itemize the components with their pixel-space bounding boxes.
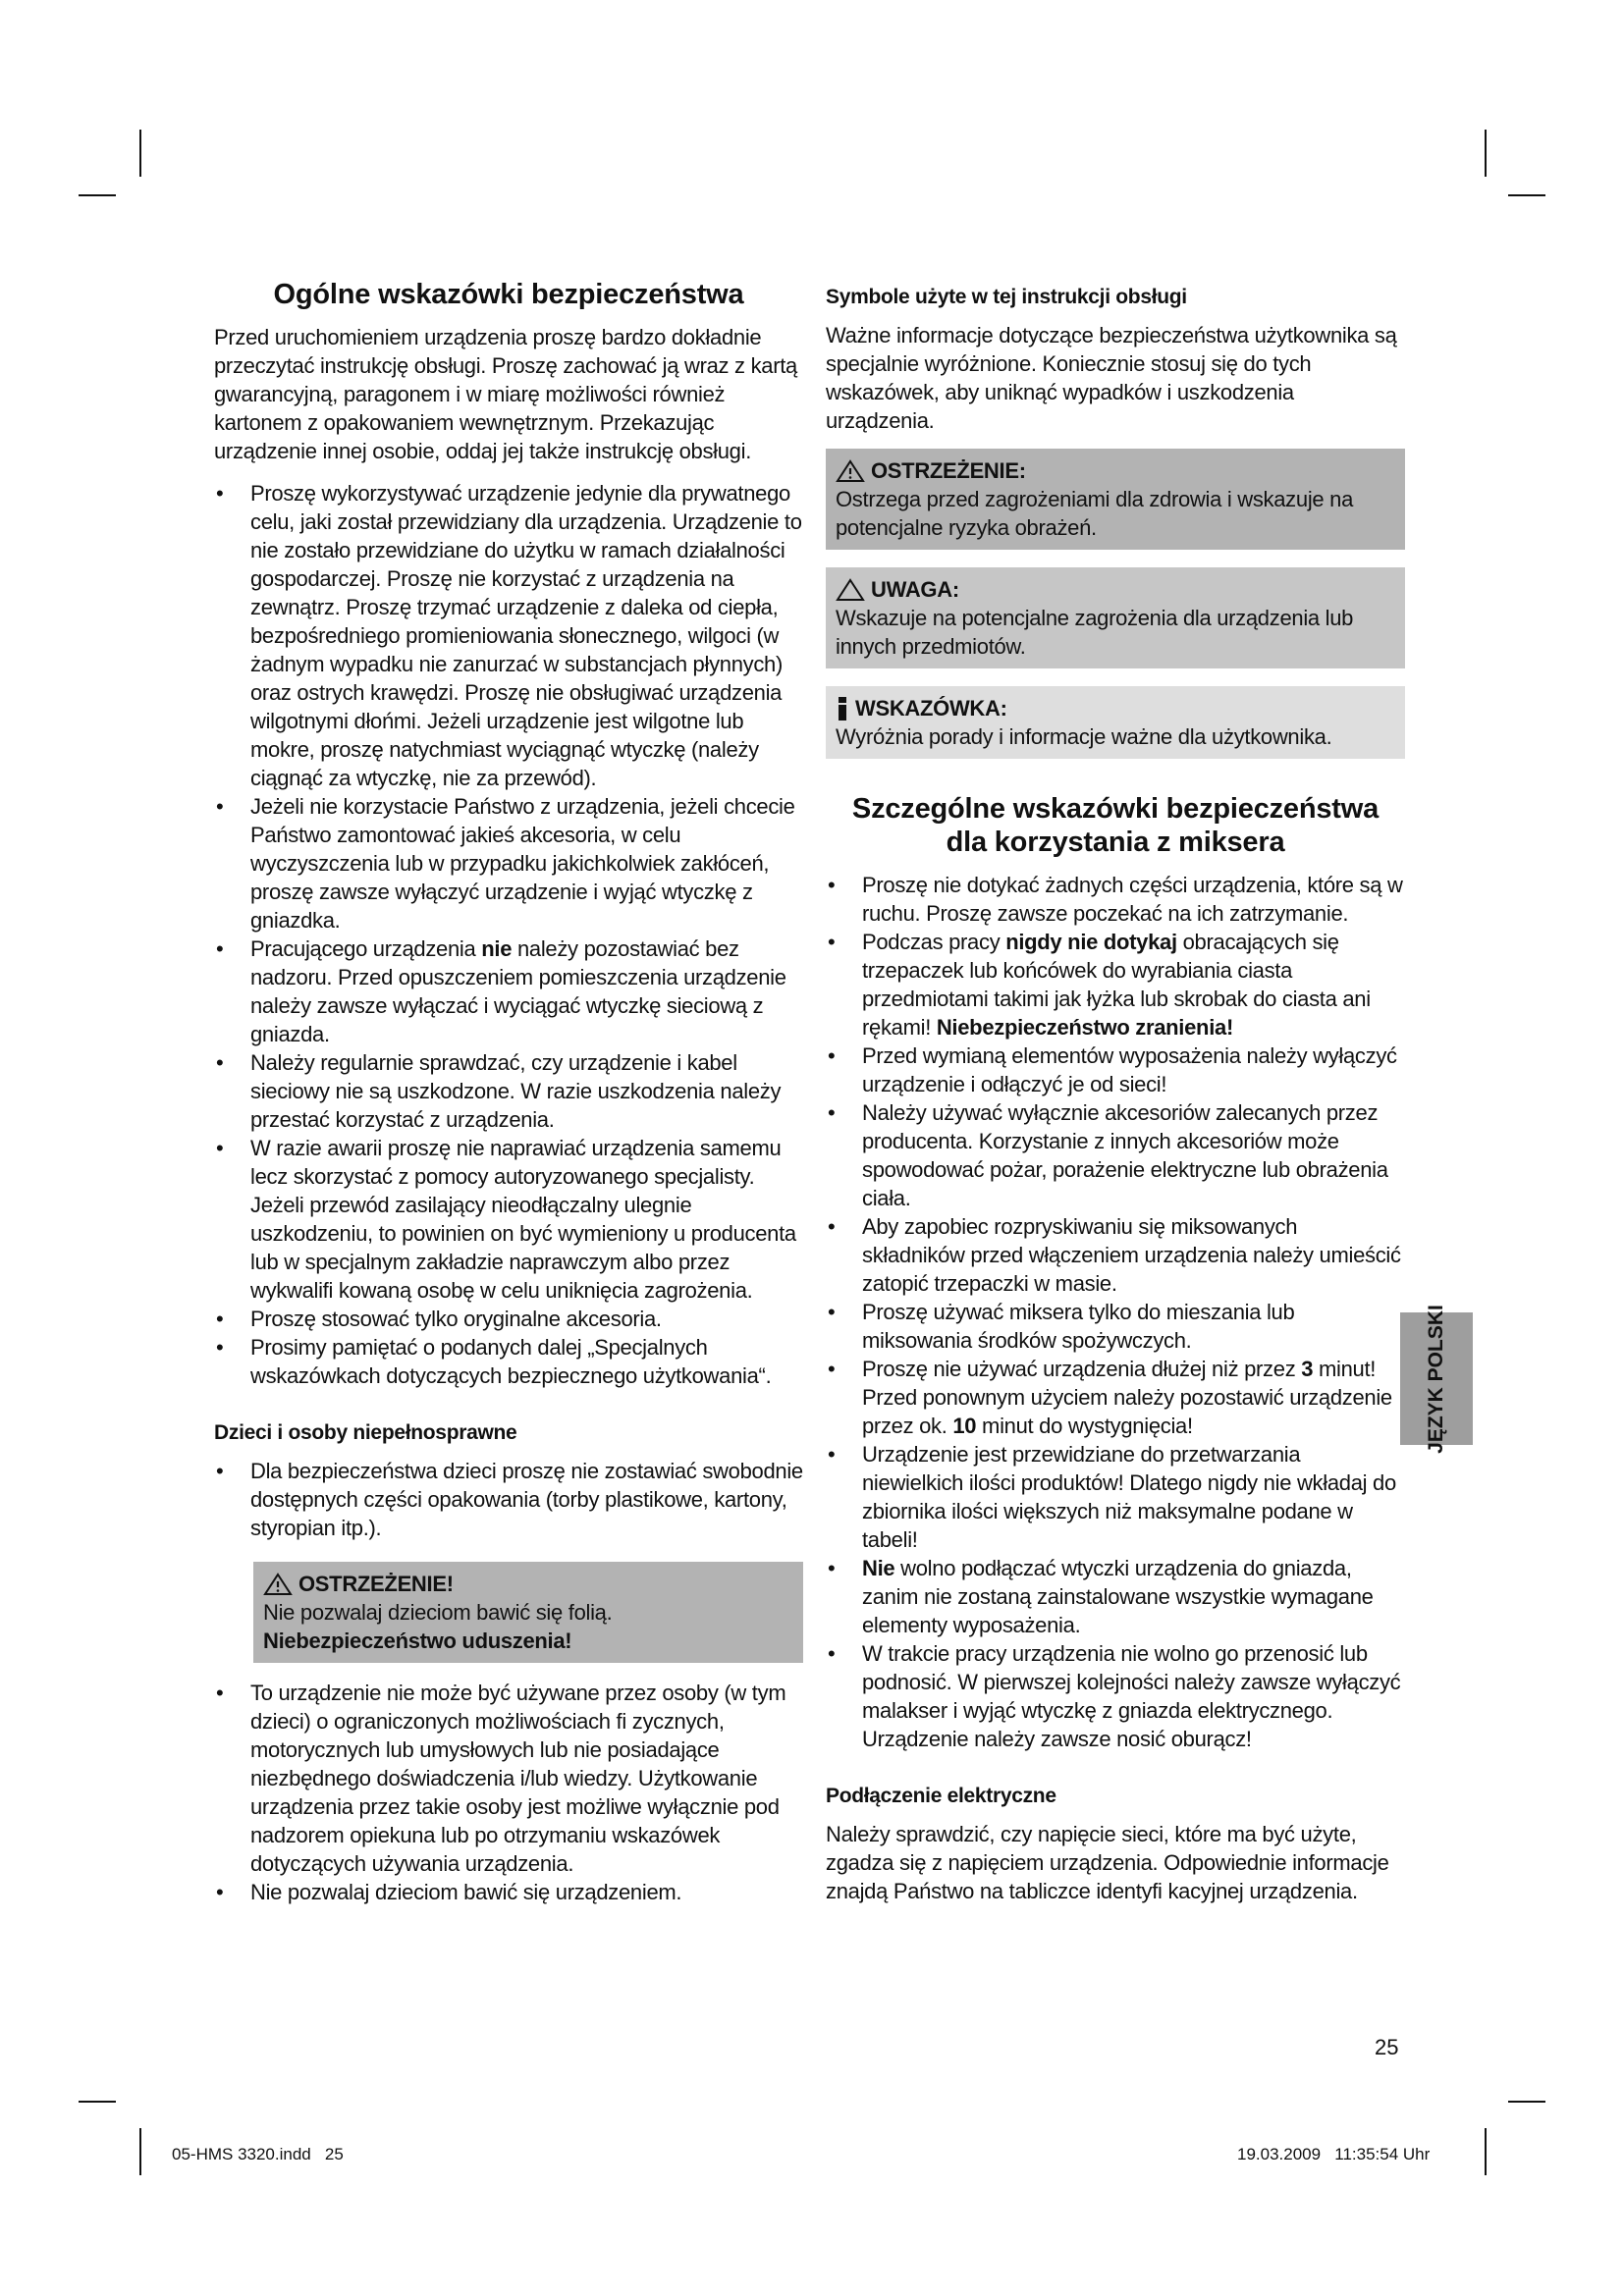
children-heading: Dzieci i osoby niepełnosprawne [214,1421,517,1444]
list-item: • Proszę nie dotykać żadnych części urządzenia, które są w ruchu. Proszę zawsze poczekać na ich zatrzymanie. [826,871,1405,928]
symbols-heading: Symbole użyte w tej instrukcji obsługi [826,286,1187,308]
warning-triangle-icon [836,459,865,483]
caution-box-title [836,575,1395,604]
crop-mark-bottom-right-h [1508,2101,1545,2103]
mixer-safety-title [826,792,1405,859]
list-item: • Proszę stosować tylko oryginalne akcesoria. [214,1305,803,1333]
note-text: Wyróżnia porady i informacje ważne dla użytkownika. [836,724,1332,749]
page-number: 25 [1375,2035,1399,2059]
child-warning-line2: Niebezpieczeństwo uduszenia! [263,1629,572,1653]
list-item [826,928,1405,1041]
caution-label: UWAGA: [871,577,959,602]
language-tab [1400,1304,1473,1454]
mixer-title-line1: Szczególne wskazówki bezpieczeństwa [851,793,1380,825]
general-bullet-list [214,479,803,1390]
list-item [214,934,803,1048]
text-run: Podczas pracy [862,930,1006,954]
child-warning-line1: Nie pozwalaj dzieciom bawić się folią. [263,1600,613,1625]
crop-mark-top-left-h [79,194,116,196]
electric-text: Należy sprawdzić, czy napięcie sieci, które ma być użyte, zgadza się z napięciem urządzenia. Odpowiednie informacje znajdą Państwo na tabliczce identyfi kacyjnej urządzenia. [826,1822,1389,1903]
text-run: minut do wystygnięcia! [976,1414,1193,1438]
crop-mark-top-left-v [139,130,141,177]
bold-text: 10 [952,1414,977,1438]
footer-file-info: 05-HMS 3320.indd 25 [172,2145,344,2163]
text-run: Proszę nie używać urządzenia dłużej niż przez [862,1357,1302,1381]
general-safety-title: Ogólne wskazówki bezpieczeństwa [273,279,744,310]
list-item: • Aby zapobiec rozpryskiwaniu się miksowanych składników przed włączeniem urządzenia należy umieścić zatopić trzepaczki w masie. [826,1212,1405,1298]
child-warning-title [263,1570,793,1598]
warning-box [826,449,1405,550]
bold-text: Niebezpieczeństwo zranienia! [936,1015,1233,1040]
list-item: • Proszę używać miksera tylko do mieszania lub miksowania środków spożywczych. [826,1298,1405,1355]
crop-mark-bottom-right-v [1485,2128,1487,2175]
warning-triangle-icon [263,1573,293,1596]
mixer-bullet-list [826,871,1405,1753]
crop-mark-bottom-left-v [139,2128,141,2175]
list-item: • Należy regularnie sprawdzać, czy urządzenie i kabel sieciowy nie są uszkodzone. W razie uszkodzenia należy przestać korzystać z urządzenia. [214,1048,803,1134]
list-item: • W razie awarii proszę nie naprawiać urządzenia samemu lecz skorzystać z pomocy autoryzowanego specjalisty. Jeżeli przewód zasilający nieodłączalny ulegnie uszkodzeniu, to powinien on być wymieniony u producenta lub w specjalnym zakładzie naprawczym albo przez wykwalifi kowaną osobę w celu uniknięcia zagrożenia. [214,1134,803,1305]
bold-text: nigdy nie dotykaj [1005,930,1177,954]
caution-box [826,567,1405,668]
list-item: • Należy używać wyłącznie akcesoriów zalecanych przez producenta. Korzystanie z innych akcesoriów może spowodować pożar, porażenie elektryczne lub obrażenia ciała. [826,1098,1405,1212]
bold-text: nie [481,936,513,961]
list-item: • Prosimy pamiętać o podanych dalej „Specjalnych wskazówkach dotyczących bezpiecznego użytkowania“. [214,1333,803,1390]
list-item: • W trakcie pracy urządzenia nie wolno go przenosić lub podnosić. W pierwszej kolejności należy zawsze wyłączyć malakser i wyjąć wtyczkę z gniazda elektrycznego. Urządzenie należy zawsze nosić oburącz! [826,1639,1405,1753]
list-item: • Dla bezpieczeństwa dzieci proszę nie zostawiać swobodnie dostępnych części opakowania (torby plastikowe, kartony, styropian itp.). [214,1457,803,1542]
right-column [826,284,1405,1919]
note-box [826,686,1405,759]
text-run: Pracującego urządzenia [250,936,482,961]
text-run: minut! Przed ponownym użyciem należy pozostawić urządzenie przez ok. [862,1357,1392,1438]
children-bullet-list-2 [214,1679,803,1906]
general-intro: Przed uruchomieniem urządzenia proszę bardzo dokładnie przeczytać instrukcję obsługi. Proszę zachować ją wraz z kartą gwarancyjną, paragonem i w miarę możliwości również kartonem z opakowaniem wewnętrznym. Przekazując urządzenie innej osobie, oddaj jej także instrukcję obsługi. [214,325,797,463]
list-item [826,1554,1405,1639]
crop-mark-bottom-left-h [79,2101,116,2103]
electric-heading: Podłączenie elektryczne [826,1785,1056,1807]
bold-text: 3 [1301,1357,1314,1381]
text-run: obracających się trzepaczek lub końcówek do wyrabiania ciasta przedmiotami takimi jak łyżka lub skrobak do ciasta ani rękami! [862,930,1371,1040]
note-box-title [836,694,1395,722]
symbols-intro: Ważne informacje dotyczące bezpieczeństwa użytkownika są specjalnie wyróżnione. Koniecznie stosuj się do tych wskazówek, aby uniknąć wypadków i uszkodzenia urządzenia. [826,323,1397,433]
mixer-title-line2: dla korzystania z miksera [946,827,1285,858]
children-bullet-list [214,1457,803,1542]
text-run: wolno podłączać wtyczki urządzenia do gniazda, zanim nie zostaną zainstalowane wszystkie wymagane elementy wyposażenia. [862,1556,1374,1637]
bold-text: Nie [862,1556,895,1580]
warning-label: OSTRZEŻENIE: [871,458,1026,483]
crop-mark-top-right-h [1508,194,1545,196]
warning-text: Ostrzega przed zagrożeniami dla zdrowia i wskazuje na potencjalne ryzyka obrażeń. [836,487,1354,540]
list-item: • Przed wymianą elementów wyposażenia należy wyłączyć urządzenie i odłączyć je od sieci! [826,1041,1405,1098]
left-column [214,278,803,1906]
info-icon [836,696,849,721]
list-item: • Nie pozwalaj dzieciom bawić się urządzeniem. [214,1878,803,1906]
caution-triangle-icon [836,578,865,602]
list-item: • Jeżeli nie korzystacie Państwo z urządzenia, jeżeli chcecie Państwo zamontować jakieś akcesoria, w celu wyczyszczenia lub w przypadku jakichkolwiek zakłóceń, proszę zawsze wyłączyć urządzenie i wyjąć wtyczkę z gniazdka. [214,792,803,934]
note-label: WSKAZÓWKA: [855,696,1007,721]
warning-label: OSTRZEŻENIE! [298,1572,454,1596]
text-run: należy pozostawiać bez nadzoru. Przed opuszczeniem pomieszczenia urządzenie należy zawsze wyłączać i wyciągać wtyczkę sieciową z gniazda. [250,936,786,1046]
child-warning-box [253,1562,803,1663]
caution-text: Wskazuje na potencjalne zagrożenia dla urządzenia lub innych przedmiotów. [836,606,1354,659]
list-item: • To urządzenie nie może być używane przez osoby (w tym dzieci) o ograniczonych możliwościach fi zycznych, motorycznych lub umysłowych lub nie posiadające niezbędnego doświadczenia i/lub wiedzy. Użytkowanie urządzenia przez takie osoby jest możliwe wyłącznie pod nadzorem opiekuna lub po otrzymaniu wskazówek dotyczących używania urządzenia. [214,1679,803,1878]
list-item: • Urządzenie jest przewidziane do przetwarzania niewielkich ilości produktów! Dlatego nigdy nie wkładaj do zbiornika ilości większych niż maksymalne podane w tabeli! [826,1440,1405,1554]
warning-box-title [836,456,1395,485]
footer-datetime: 19.03.2009 11:35:54 Uhr [1237,2145,1431,2163]
language-tab-label: JĘZYK POLSKI [1425,1304,1447,1454]
crop-mark-top-right-v [1485,130,1487,177]
list-item: • Proszę wykorzystywać urządzenie jedynie dla prywatnego celu, jaki został przewidziany dla urządzenia. Urządzenie to nie zostało przewidziane do użytku w ramach działalności gospodarczej. Proszę nie korzystać z urządzenia na zewnątrz. Proszę trzymać urządzenie z daleka od ciepła, bezpośredniego promieniowania słonecznego, wilgoci (w żadnym wypadku nie zanurzać w substancjach płynnych) oraz ostrych krawędzi. Proszę nie obsługiwać urządzenia wilgotnymi dłońmi. Jeżeli urządzenie jest wilgotne lub mokre, proszę natychmiast wyciągnąć wtyczkę (należy ciągnąć za wtyczkę, nie za przewód). [214,479,803,792]
list-item [826,1355,1405,1440]
